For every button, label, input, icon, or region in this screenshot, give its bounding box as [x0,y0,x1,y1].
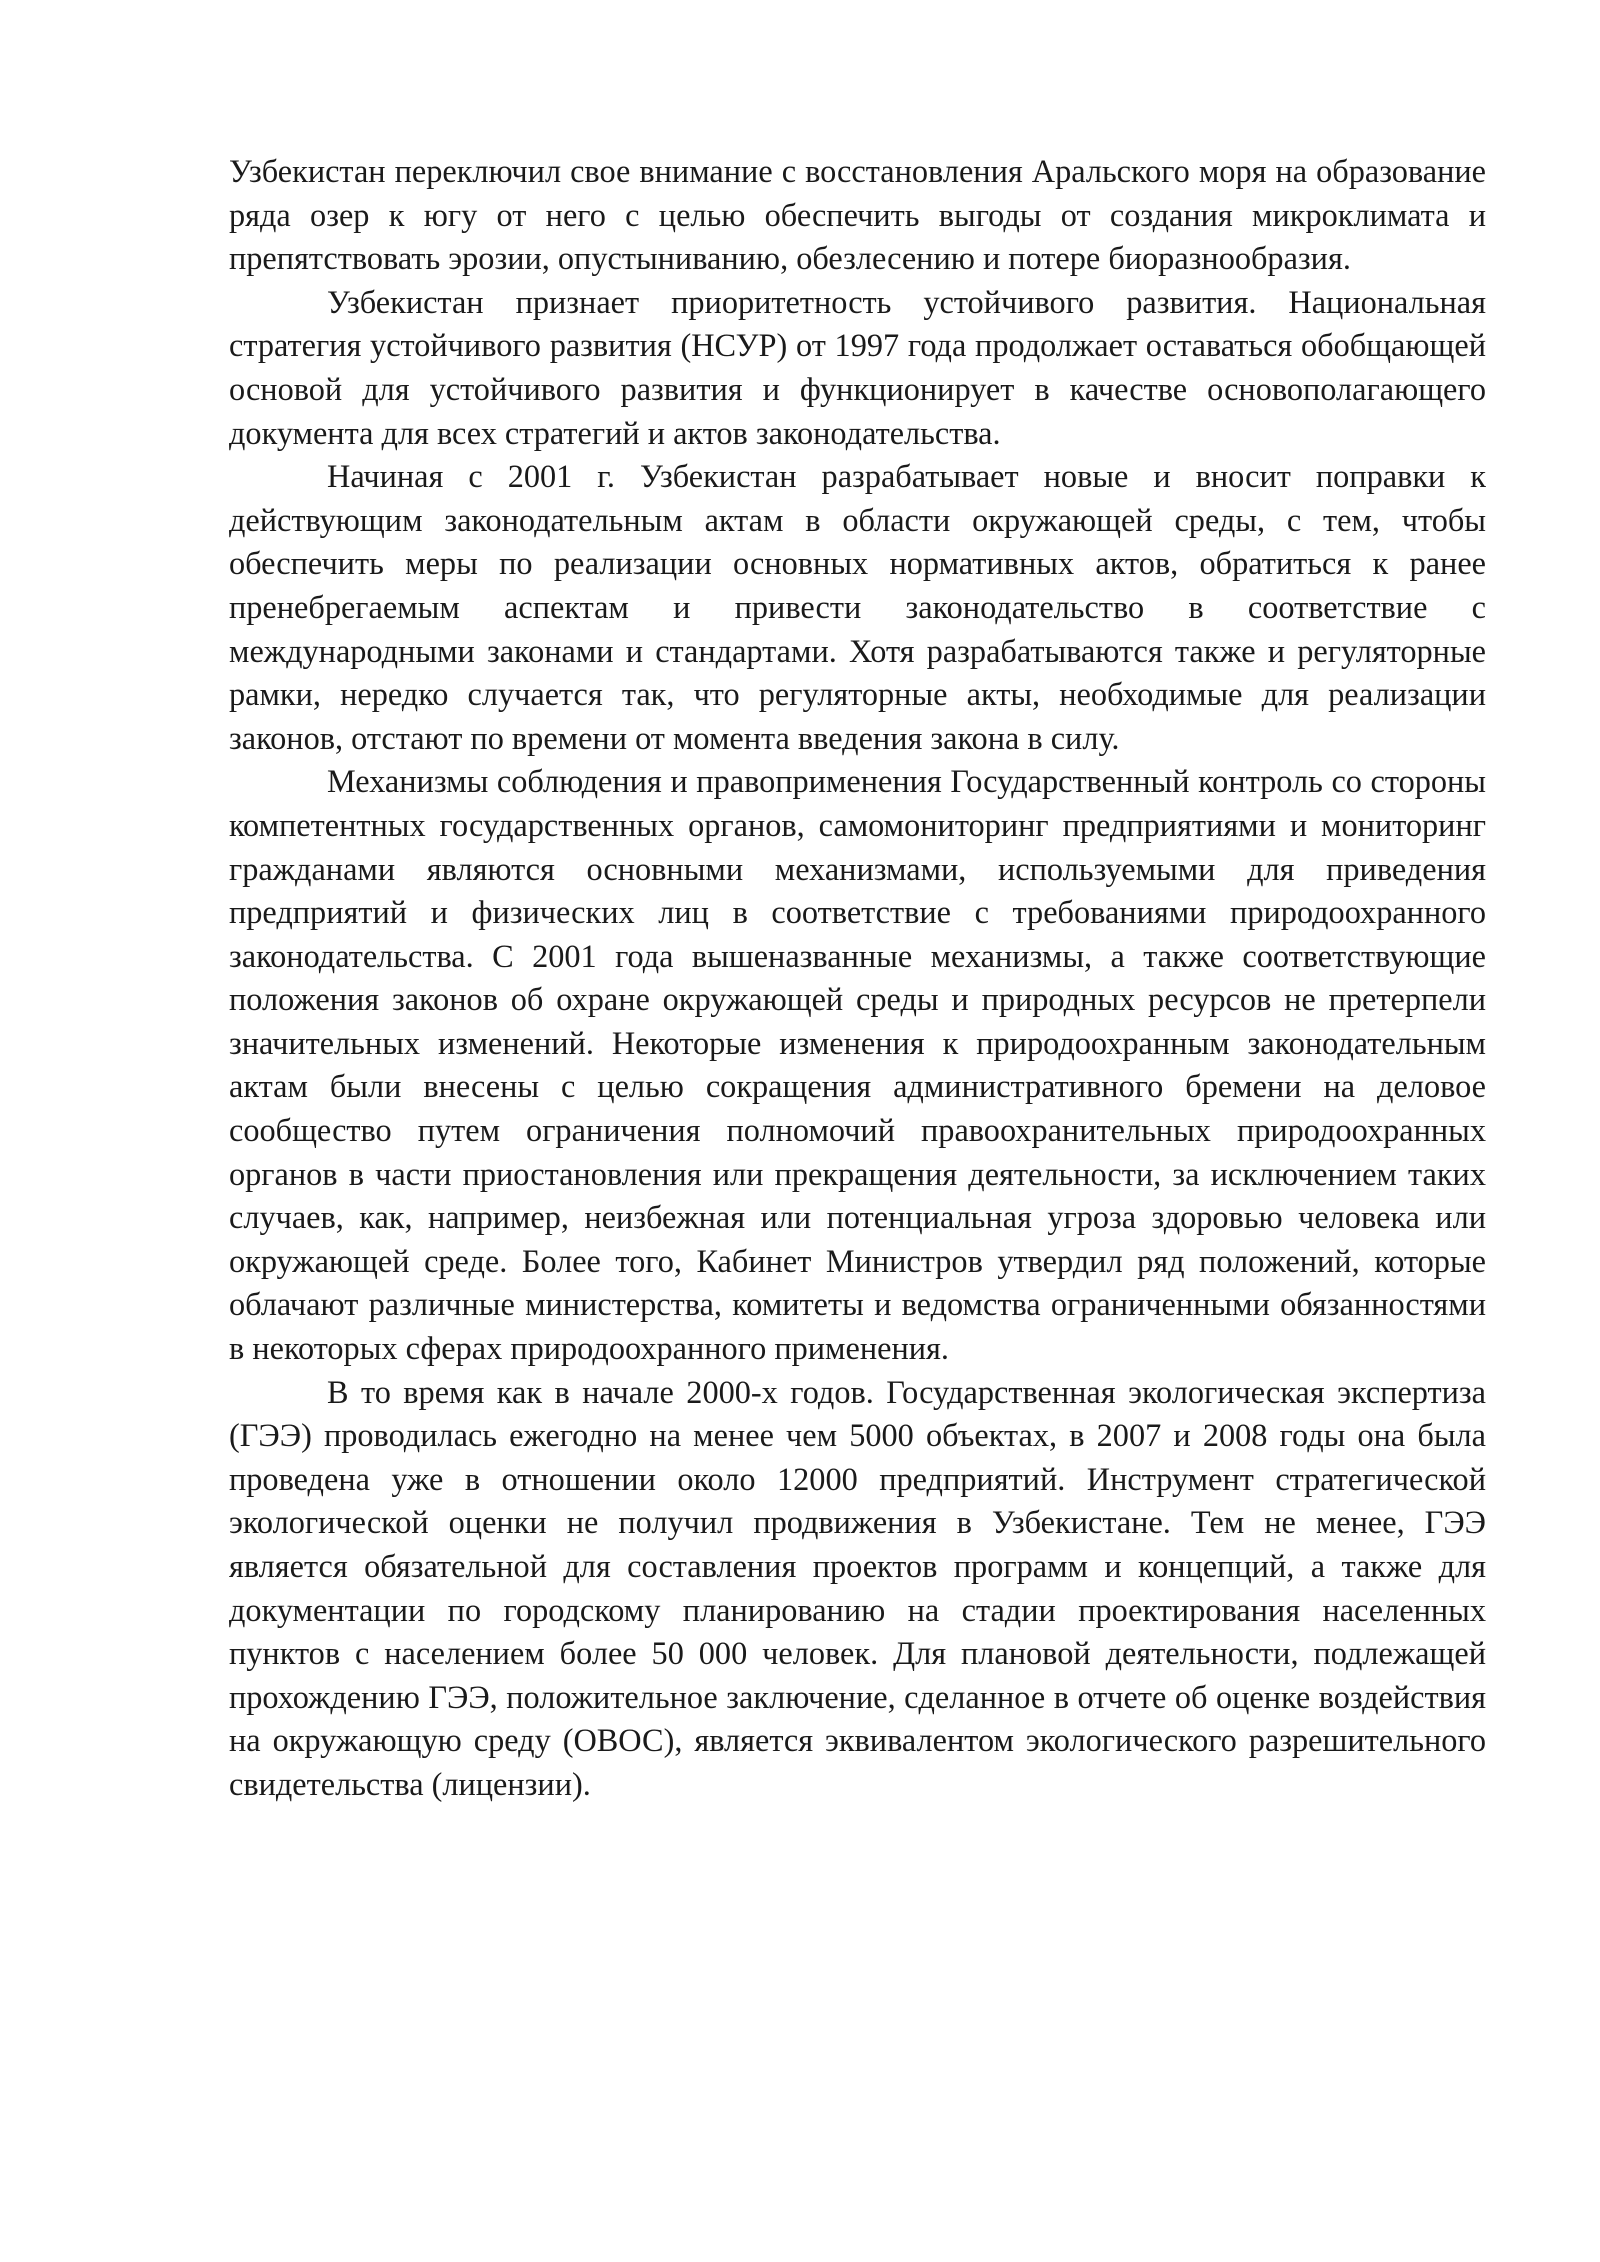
paragraph-3: Начиная с 2001 г. Узбекистан разрабатывает новые и вносит поправки к действующим законодательным актам в области окружающей среды, с тем, чтобы обеспечить меры по реализации основных нормативных актов, обратиться к ранее пренебрегаемым аспектам и привести законодательство в соответствие с международными законами и стандартами. Хотя разрабатываются также и регуляторные рамки, нередко случается так, что регуляторные акты, необходимые для реализации законов, отстают по времени от момента введения закона в силу. [229,458,1486,756]
document-page [229,150,1486,1807]
paragraph-1: Узбекистан переключил свое внимание с восстановления Аральского моря на образование ряда озер к югу от него с целью обеспечить выгоды от создания микроклимата и препятствовать эрозии, опустыниванию, обезлесению и потере биоразнообразия. [229,153,1486,277]
paragraph-2: Узбекистан признает приоритетность устойчивого развития. Национальная стратегия устойчивого развития (НСУР) от 1997 года продолжает оставаться обобщающей основой для устойчивого развития и функционирует в качестве основополагающего документа для всех стратегий и актов законодательства. [229,283,1486,451]
paragraph-5: В то время как в начале 2000-х годов. Государственная экологическая экспертиза (ГЭЭ) проводилась ежегодно на менее чем 5000 объектах, в 2007 и 2008 годы она была проведена уже в отношении около 12000 предприятий. Инструмент стратегической экологической оценки не получил продвижения в Узбекистане. Тем не менее, ГЭЭ является обязательной для составления проектов программ и концепций, а также для документации по городскому планированию на стадии проектирования населенных пунктов с населением более 50 000 человек. Для плановой деятельности, подлежащей прохождению ГЭЭ, положительное заключение, сделанное в отчете об оценке воздействия на окружающую среду (ОВОС), является эквивалентом экологического разрешительного свидетельства (лицензии). [229,1373,1486,1802]
paragraph-4: Механизмы соблюдения и правоприменения Государственный контроль со стороны компетентных государственных органов, самомониторинг предприятиями и мониторинг гражданами являются основными механизмами, используемыми для приведения предприятий и физических лиц в соответствие с требованиями природоохранного законодательства. С 2001 года вышеназванные механизмы, а также соответствующие положения законов об охране окружающей среды и природных ресурсов не претерпели значительных изменений. Некоторые изменения к природоохранным законодательным актам были внесены с целью сокращения административного бремени на деловое сообщество путем ограничения полномочий правоохранительных природоохранных органов в части приостановления или прекращения деятельности, за исключением таких случаев, как, например, неизбежная или потенциальная угроза здоровью человека или окружающей среде. Более того, Кабинет Министров утвердил ряд положений, которые облачают различные министерства, комитеты и ведомства ограниченными обязанностями в некоторых сферах природоохранного применения. [229,763,1486,1367]
